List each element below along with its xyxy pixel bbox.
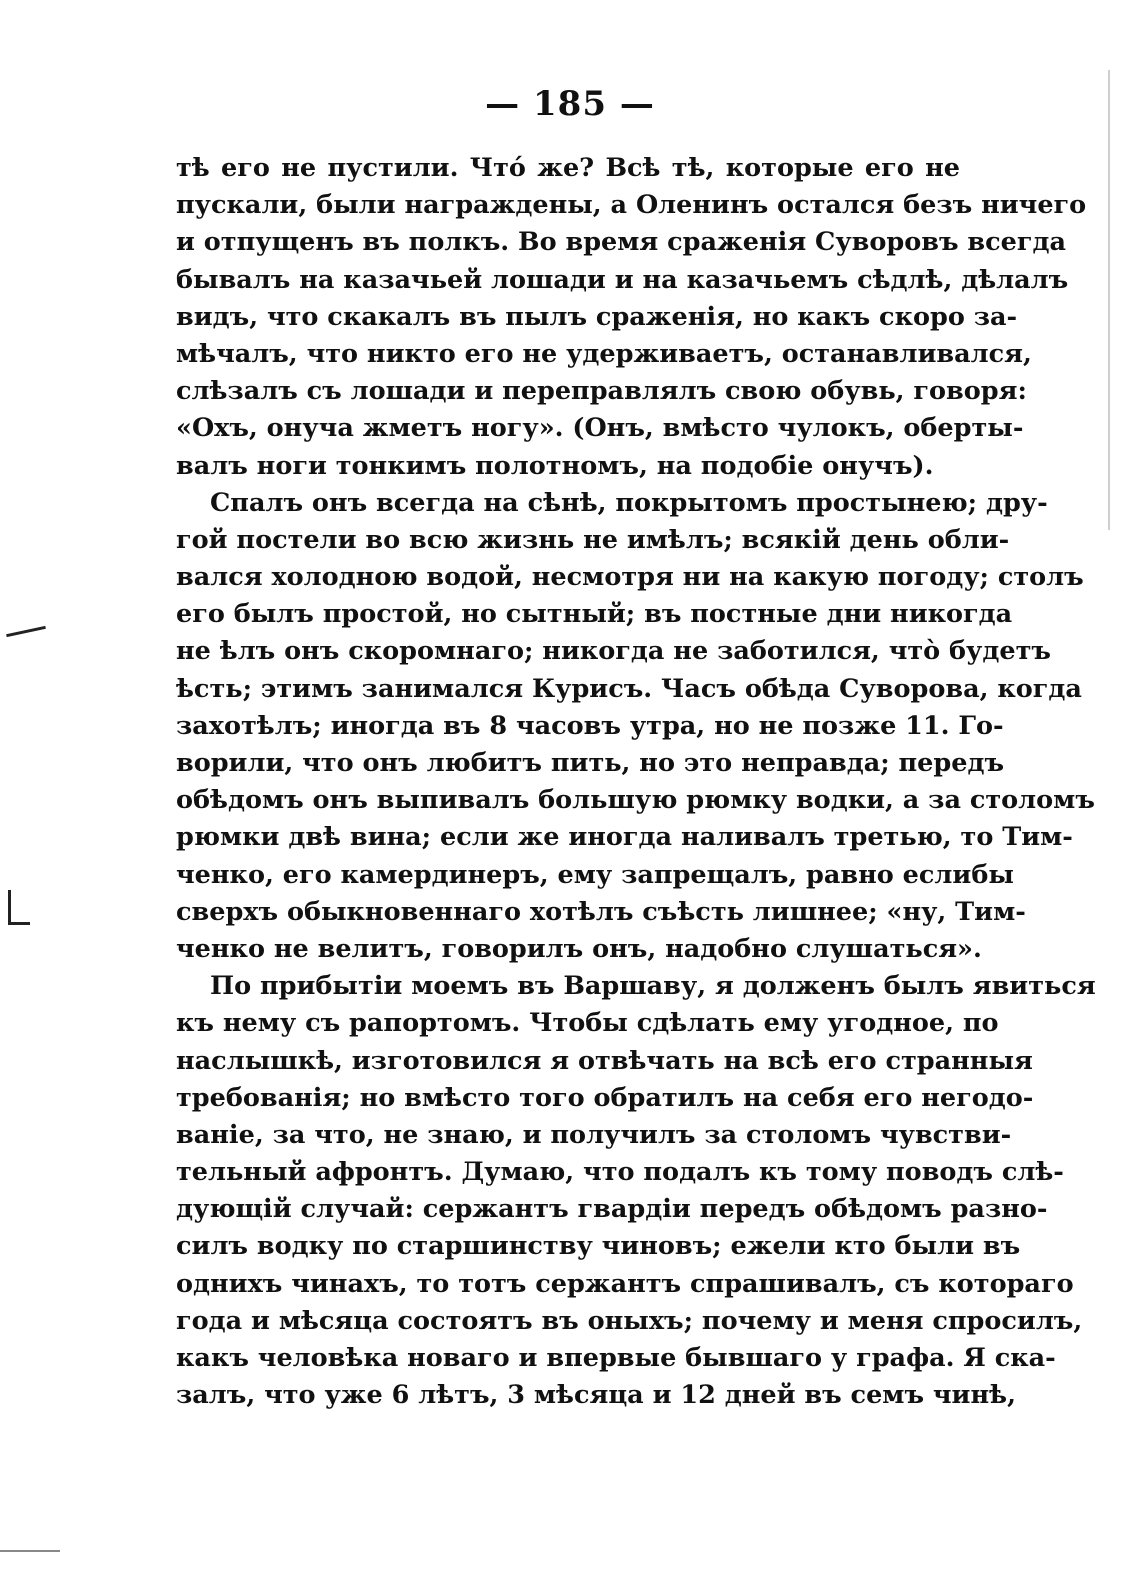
text-line: вался холодною водой, несмотря ни на какую погоду; столъ — [176, 562, 1084, 593]
text-line: залъ, что уже 6 лѣтъ, 3 мѣсяца и 12 дней въ семъ чинѣ, — [176, 1380, 1016, 1411]
scan-mark — [0, 1550, 60, 1552]
text-line: тельный афронтъ. Думаю, что подалъ къ тому поводъ слѣ- — [176, 1157, 1064, 1188]
text-line: наслышкѣ, изготовился я отвѣчать на всѣ его странныя — [176, 1045, 1033, 1076]
text-line: ворили, что онъ любитъ пить, но это неправда; передъ — [176, 748, 1005, 778]
text-line: ваніе, за что, не знаю, и получилъ за столомъ чувстви- — [176, 1119, 1012, 1150]
text-line: силъ водку по старшинству чиновъ; ежели кто были въ — [176, 1231, 1021, 1262]
text-line: однихъ чинахъ, то тотъ сержантъ спрашивалъ, съ котораго — [176, 1268, 1074, 1299]
paragraph-1 — [176, 150, 1087, 485]
text-line: его былъ простой, но сытный; въ постные дни никогда — [176, 599, 1013, 630]
scan-edge-line — [1108, 70, 1110, 530]
text-line: Спалъ онъ всегда на сѣнѣ, покрытомъ простынею; дру- — [210, 487, 1048, 518]
text-line: ѣсть; этимъ занимался Курисъ. Часъ обѣда Суворова, когда — [176, 673, 1082, 704]
text-line: пускали, были награждены, а Оленинъ остался безъ ничего — [176, 190, 1087, 221]
scan-mark — [8, 922, 30, 925]
text-line: «Охъ, онуча жметъ ногу». (Онъ, вмѣсто чулокъ, оберты- — [176, 413, 1024, 444]
scan-mark — [8, 890, 11, 924]
text-line: не ѣлъ онъ скоромнаго; никогда не заботился, чтò будетъ — [176, 636, 1051, 667]
text-line: бывалъ на казачьей лошади и на казачьемъ сѣдлѣ, дѣлалъ — [176, 264, 1069, 295]
text-line: какъ человѣка новаго и впервые бывшаго у графа. Я ска- — [176, 1343, 1056, 1373]
text-line: рюмки двѣ вина; если же иногда наливалъ третью, то Тим- — [176, 822, 1073, 853]
text-line: ченко, его камердинеръ, ему запрещалъ, равно еслибы — [176, 859, 1014, 890]
text-line: видъ, что скакалъ въ пылъ сраженія, но какъ скоро за- — [176, 301, 1018, 332]
text-line: мѣчалъ, что никто его не удерживаетъ, останавливался, — [176, 338, 1032, 369]
text-line: По прибытіи моемъ въ Варшаву, я долженъ былъ явиться — [210, 971, 1096, 1002]
text-line: дующій случай: сержантъ гвардіи передъ обѣдомъ разно- — [176, 1194, 1048, 1225]
page-number: — 185 — — [485, 84, 655, 124]
body-text — [176, 150, 1096, 1414]
text-line: и отпущенъ въ полкъ. Во время сраженія Суворовъ всегда — [176, 227, 1066, 258]
paragraph-2 — [176, 485, 1095, 968]
text-line: тѣ его не пустили. Чтó же? Всѣ тѣ, которые его не — [176, 153, 960, 183]
text-line: требованія; но вмѣсто того обратилъ на себя его негодо- — [176, 1082, 1034, 1113]
text-line: захотѣлъ; иногда въ 8 часовъ утра, но не позже 11. Го- — [176, 710, 1004, 741]
paragraph-3 — [176, 968, 1096, 1414]
text-line: слѣзалъ съ лошади и переправлялъ свою обувь, говоря: — [176, 376, 1027, 407]
scan-mark — [6, 626, 46, 637]
text-line: года и мѣсяца состоятъ въ оныхъ; почему и меня спросилъ, — [176, 1305, 1083, 1336]
text-line: къ нему съ рапортомъ. Чтобы сдѣлать ему угодное, по — [176, 1008, 999, 1039]
text-line: гой постели во всю жизнь не имѣлъ; всякій день обли- — [176, 524, 1010, 555]
text-line: обѣдомъ онъ выпивалъ большую рюмку водки, а за столомъ — [176, 785, 1095, 816]
text-line: сверхъ обыкновеннаго хотѣлъ съѣсть лишнее; «ну, Тим- — [176, 896, 1026, 927]
text-line: ченко не велитъ, говорилъ онъ, надобно слушаться». — [176, 933, 982, 964]
text-line: валъ ноги тонкимъ полотномъ, на подобіе онучъ). — [176, 450, 934, 481]
